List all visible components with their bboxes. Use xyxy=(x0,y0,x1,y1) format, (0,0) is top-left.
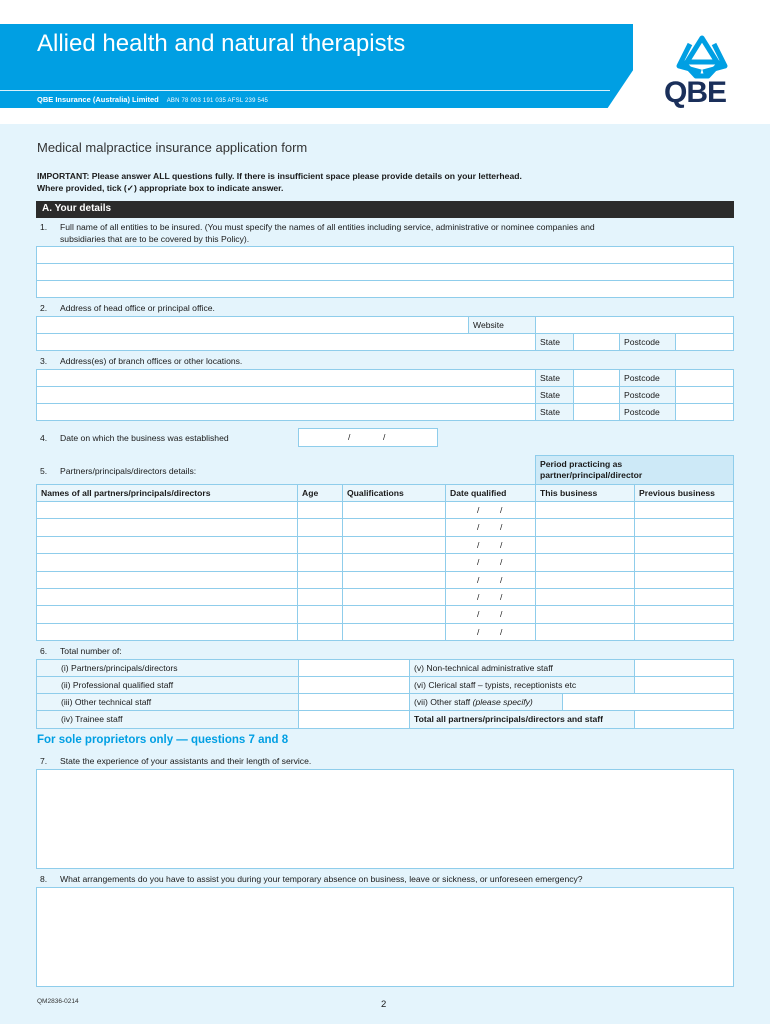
q6-item-v-input[interactable] xyxy=(634,659,734,677)
q3-text: Address(es) of branch offices or other locations. xyxy=(60,356,243,366)
q7-number: 7. xyxy=(40,756,48,766)
q5-row-cell[interactable] xyxy=(634,623,734,641)
q5-date-slash: / xyxy=(477,574,480,585)
q5-row-cell[interactable] xyxy=(535,605,635,623)
q3-state-input[interactable] xyxy=(573,403,620,421)
q5-date-slash: / xyxy=(477,539,480,550)
q2-postcode-input[interactable] xyxy=(675,333,734,351)
q2-state-label: State xyxy=(535,333,574,351)
q5-row-cell[interactable] xyxy=(342,501,446,519)
page-number: 2 xyxy=(381,999,387,1010)
q5-row-cell[interactable] xyxy=(634,501,734,519)
q5-date-slash: / xyxy=(500,609,503,620)
q5-row-cell[interactable] xyxy=(634,605,734,623)
q5-row-cell[interactable] xyxy=(297,501,343,519)
q3-postcode-input[interactable] xyxy=(675,403,734,421)
sole-proprietors-heading: For sole proprietors only — questions 7 and 8 xyxy=(37,734,289,746)
q3-postcode-input[interactable] xyxy=(675,369,734,387)
q3-postcode-label: Postcode xyxy=(619,403,676,421)
q5-row-cell[interactable] xyxy=(36,571,298,589)
q5-row-cell[interactable] xyxy=(535,518,635,536)
q5-row-cell[interactable] xyxy=(36,623,298,641)
q6-item-vi-input[interactable] xyxy=(634,676,734,694)
q5-row-cell[interactable] xyxy=(342,553,446,571)
important-line-1: IMPORTANT: Please answer ALL questions fully. If there is insufficient space please provide details on your letterhead. xyxy=(37,171,522,181)
q5-period-header-2: partner/principal/director xyxy=(540,470,643,480)
q3-state-input[interactable] xyxy=(573,369,620,387)
q5-col-names: Names of all partners/principals/directors xyxy=(36,484,298,502)
q6-item-i xyxy=(36,659,299,677)
q5-row-cell[interactable] xyxy=(634,553,734,571)
q5-col-qualifications: Qualifications xyxy=(342,484,446,502)
q6-item-vii-label: (vii) Other staff xyxy=(414,697,471,707)
q6-item-ii-label: (ii) Professional qualified staff xyxy=(61,680,174,690)
important-line-2: Where provided, tick (✓) appropriate box to indicate answer. xyxy=(37,183,284,193)
q1-text-1: Full name of all entities to be insured. (You must specify the names of all entities including service, administrative or nominee companies and xyxy=(60,222,595,232)
q5-row-cell[interactable] xyxy=(342,518,446,536)
q5-row-cell[interactable] xyxy=(535,571,635,589)
q4-number: 4. xyxy=(40,433,48,443)
q1-input-2[interactable] xyxy=(36,263,734,281)
q4-date-slash-2: / xyxy=(383,432,386,442)
q4-date-input[interactable] xyxy=(298,428,438,447)
q5-date-slash: / xyxy=(500,539,503,550)
q5-col-this-business: This business xyxy=(535,484,635,502)
q3-postcode-input[interactable] xyxy=(675,386,734,404)
q2-text: Address of head office or principal office. xyxy=(60,303,215,313)
page-title: Allied health and natural therapists xyxy=(37,30,406,57)
q5-row-cell[interactable] xyxy=(445,518,536,536)
q5-row-cell[interactable] xyxy=(297,571,343,589)
q5-date-slash: / xyxy=(477,609,480,620)
q2-number: 2. xyxy=(40,303,48,313)
q1-number: 1. xyxy=(40,222,48,232)
q7-text: State the experience of your assistants and their length of service. xyxy=(60,756,312,766)
q5-row-cell[interactable] xyxy=(445,536,536,554)
header-divider xyxy=(0,90,610,91)
q6-item-vi: (vi) Clerical staff – typists, receptionists etc xyxy=(409,676,635,694)
q5-row-cell[interactable] xyxy=(535,553,635,571)
q5-row-cell[interactable] xyxy=(297,518,343,536)
q5-row-cell[interactable] xyxy=(36,501,298,519)
q5-date-slash: / xyxy=(500,522,503,533)
q5-row-cell[interactable] xyxy=(297,605,343,623)
q5-row-cell[interactable] xyxy=(445,623,536,641)
q5-row-cell[interactable] xyxy=(297,553,343,571)
q3-state-input[interactable] xyxy=(573,386,620,404)
company-line xyxy=(37,95,268,104)
q5-date-slash: / xyxy=(477,592,480,602)
q5-col-date-qualified: Date qualified xyxy=(445,484,536,502)
q5-date-slash: / xyxy=(500,505,503,515)
q5-date-slash: / xyxy=(477,505,480,515)
q6-item-ii-input[interactable] xyxy=(298,676,410,694)
q6-item-iii xyxy=(36,693,299,711)
q1-input-3[interactable] xyxy=(36,280,734,298)
q5-label xyxy=(36,465,196,477)
q8-textarea[interactable] xyxy=(36,887,734,987)
q6-item-i-label: (i) Partners/principals/directors xyxy=(61,663,178,673)
q3-address-input[interactable] xyxy=(36,403,536,421)
q5-date-slash: / xyxy=(477,522,480,533)
q3-state-label: State xyxy=(535,386,574,404)
q7-textarea[interactable] xyxy=(36,769,734,869)
q5-row-cell[interactable] xyxy=(342,605,446,623)
q5-row-cell[interactable] xyxy=(634,571,734,589)
q5-row-cell[interactable] xyxy=(297,588,343,606)
q1-label xyxy=(36,221,726,245)
q5-period-header xyxy=(535,455,734,485)
q1-input-1[interactable] xyxy=(36,246,734,264)
q5-row-cell[interactable] xyxy=(342,536,446,554)
q5-row-cell[interactable] xyxy=(445,501,536,519)
q5-row-cell[interactable] xyxy=(445,571,536,589)
q7-label xyxy=(36,755,311,767)
q5-row-cell[interactable] xyxy=(535,536,635,554)
q3-label xyxy=(36,355,242,367)
q3-postcode-label: Postcode xyxy=(619,386,676,404)
q5-row-cell[interactable] xyxy=(634,518,734,536)
q5-row-cell[interactable] xyxy=(535,588,635,606)
q6-please-specify: (please specify) xyxy=(472,697,533,707)
q6-item-iv xyxy=(36,710,299,729)
q3-state-label: State xyxy=(535,403,574,421)
company-abn: ABN 78 003 191 035 AFSL 239 545 xyxy=(166,98,269,104)
q6-label xyxy=(36,645,122,657)
q8-number: 8. xyxy=(40,874,48,884)
q6-text: Total number of: xyxy=(60,646,122,656)
q6-number: 6. xyxy=(40,646,48,656)
company-name: QBE Insurance (Australia) Limited xyxy=(37,95,159,104)
q5-row-cell[interactable] xyxy=(445,553,536,571)
q6-item-ii xyxy=(36,676,299,694)
q2-website-label: Website xyxy=(468,316,536,334)
q5-row-cell[interactable] xyxy=(297,536,343,554)
q5-col-previous-business: Previous business xyxy=(634,484,734,502)
q8-label xyxy=(36,873,583,885)
q3-number: 3. xyxy=(40,356,48,366)
q6-item-vii-input[interactable] xyxy=(562,693,734,711)
section-a-heading: A. Your details xyxy=(36,201,734,218)
q5-row-cell[interactable] xyxy=(342,571,446,589)
q6-item-iii-input[interactable] xyxy=(298,693,410,711)
q3-state-label: State xyxy=(535,369,574,387)
q5-row-cell[interactable] xyxy=(36,536,298,554)
q5-row-cell[interactable] xyxy=(634,588,734,606)
q5-row-cell[interactable] xyxy=(36,605,298,623)
q2-state-input[interactable] xyxy=(573,333,620,351)
q5-col-age: Age xyxy=(297,484,343,502)
q6-total-label: Total all partners/principals/directors and staff xyxy=(409,710,635,729)
q5-text: Partners/principals/directors details: xyxy=(60,466,197,476)
q6-total-input[interactable] xyxy=(634,710,734,729)
q6-item-vii xyxy=(409,693,563,711)
q6-item-iv-input[interactable] xyxy=(298,710,410,729)
q3-address-input[interactable] xyxy=(36,386,536,404)
q2-label xyxy=(36,302,215,314)
form-code: QM2836-0214 xyxy=(37,998,79,1005)
q6-item-iii-label: (iii) Other technical staff xyxy=(61,697,152,707)
q5-row-cell[interactable] xyxy=(342,588,446,606)
q5-row-cell[interactable] xyxy=(36,588,298,606)
q4-label xyxy=(36,432,229,444)
q5-row-cell[interactable] xyxy=(445,588,536,606)
q1-text-2: subsidiaries that are to be covered by this Policy). xyxy=(60,234,250,244)
q5-period-header-1: Period practicing as xyxy=(540,459,623,469)
q2-postcode-label: Postcode xyxy=(619,333,676,351)
q5-row-cell[interactable] xyxy=(634,536,734,554)
q6-item-i-input[interactable] xyxy=(298,659,410,677)
important-note xyxy=(37,170,522,194)
q5-date-slash: / xyxy=(500,592,503,602)
q5-row-cell[interactable] xyxy=(535,501,635,519)
q2-website-input[interactable] xyxy=(535,316,734,334)
q5-row-cell[interactable] xyxy=(36,553,298,571)
q5-row-cell[interactable] xyxy=(342,623,446,641)
q5-date-slash: / xyxy=(477,626,480,637)
q6-item-v: (v) Non-technical administrative staff xyxy=(409,659,635,677)
form-title: Medical malpractice insurance application form xyxy=(37,140,308,155)
q4-date-slash-1: / xyxy=(348,432,351,442)
q5-date-slash: / xyxy=(500,626,503,637)
q4-text: Date on which the business was established xyxy=(60,433,229,443)
q6-item-iv-label: (iv) Trainee staff xyxy=(61,714,123,724)
q2-address-input-1[interactable] xyxy=(36,316,469,334)
q5-date-slash: / xyxy=(500,557,503,568)
q5-date-slash: / xyxy=(477,557,480,568)
q5-number: 5. xyxy=(40,466,48,476)
q3-postcode-label: Postcode xyxy=(619,369,676,387)
q5-row-cell[interactable] xyxy=(297,623,343,641)
q8-text: What arrangements do you have to assist you during your temporary absence on business, leave or sickness, or unforeseen emergency? xyxy=(60,874,583,884)
qbe-logo-text: QBE xyxy=(664,76,727,109)
q5-date-slash: / xyxy=(500,574,503,585)
q3-address-input[interactable] xyxy=(36,369,536,387)
q5-row-cell[interactable] xyxy=(36,518,298,536)
q2-address-input-2[interactable] xyxy=(36,333,536,351)
q5-row-cell[interactable] xyxy=(445,605,536,623)
q5-row-cell[interactable] xyxy=(535,623,635,641)
